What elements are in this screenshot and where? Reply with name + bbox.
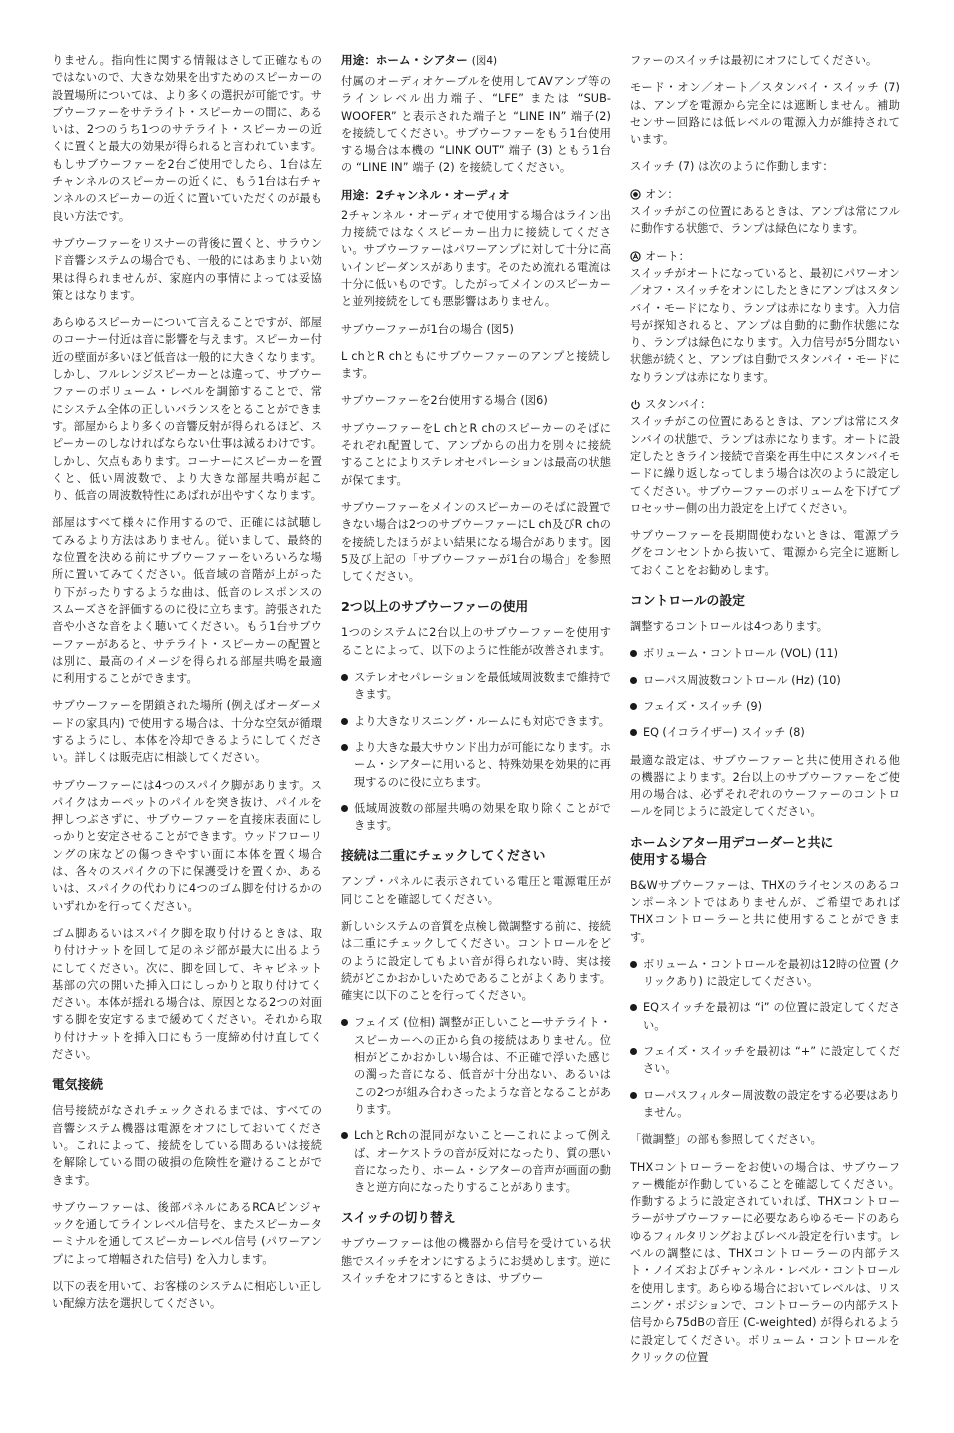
mode-description: スイッチがこの位置にあるときは、アンプは常にフルに動作する状態で、ランプは緑色になります。: [630, 205, 900, 236]
mode-on: [630, 186, 900, 238]
mode-label-text: オート：: [645, 249, 690, 263]
paragraph: 最適な設定は、サブウーファーと共に使用される他の機器によります。2台以上のサブウーファーをご使用の場合は、必ずそれぞれのウーファーのコントロールを同じように設定してください。: [630, 753, 900, 819]
list-item: より大きなリスニング・ルームにも対応できます。: [341, 713, 611, 730]
list-item: フェイズ (位相) 調整が正しいこと—サテライト・スピーカーへの正から負の接続はありません。位相がどこかおかしい場合は、不正確で浮いた感じの濁った音になる、低音が十分出ない、あるいはこの2つが組み合わさったような音となることがあります。: [341, 1014, 611, 1118]
paragraph: 「微調整」の部も参照してください。: [630, 1133, 822, 1147]
list-item: EQ (イコライザー) スイッチ (8): [630, 724, 900, 741]
mode-label-text: オン：: [645, 187, 679, 201]
paragraph: L chとR chともにサブウーファーのアンプと接続します。: [341, 349, 611, 381]
paragraph: 部屋はすべて様々に作用するので、正確には試聴してみるより方法はありません。従いまして、最終的な位置を決める前にサブウーファーをいろいろな場所に置いてみてください。低音域の音階が上がったり下がったりするような曲は、低音のレスポンスのスムーズさを評価するのに役に立ちます。誇張された音や小さな音をよく聴いてください。もう1台サブウーファーがあると、サテライト・スピーカーの配置とは別に、最高のイメージを得られる部屋共鳴を最適に利用することができます。: [52, 516, 322, 686]
paragraph: サブウーファーをメインのスピーカーのそばに設置できない場合は2つのサブウーファーにL ch及びR chのを接続したほうがよい結果になる場合があります。図5及び上記の「サブウーファーが1台の場合」を参照してください。: [341, 500, 612, 584]
list-item: ローパスフィルター周波数の設定をする必要はありません。: [630, 1087, 900, 1122]
paragraph: あらゆるスピーカーについて言えることですが、部屋のコーナー付近は音に影響を与えます。スピーカー付近の壁面が多いほど低音は一般的に大きくなります。しかし、フルレンジスピーカーとは違って、サブウーファーのボリューム・レベルを調節することで、常にシステム全体の正しいバランスをとることができます。部屋からより多くの音響反射が得られるほど、スピーカーのしなければならない仕事は減るわけです。しかし、欠点もあります。コーナーにスピーカーを置くと、低い周波数で、より大きな部屋共鳴が起こり、低音の周波数特性にあばれが出やすくなります。: [52, 316, 323, 503]
standby-power-icon: [630, 399, 641, 410]
heading-home-theater-decoder: [630, 835, 900, 869]
paragraph: アンプ・パネルに表示されている電圧と電源電圧が同じことを確認してください。: [341, 875, 611, 906]
heading-2ch-audio: 用途：2チャンネル・オーディオ: [341, 187, 510, 202]
paragraph: 2チャンネル・オーディオで使用する場合はライン出力接続ではなくスピーカー出力に接続してください。サブウーファーはパワーアンプに対して十分に高いインピーダンスがあります。そのため流れる電流は十分に低いものです。したがってメインのスピーカーと並列接続をしても悪影響はありません。: [341, 208, 611, 309]
auto-mode-icon: [630, 251, 641, 262]
heading-line: 使用する場合: [630, 852, 707, 868]
power-on-icon: [630, 189, 641, 200]
paragraph: 調整するコントロールは4つあります。: [630, 620, 828, 634]
list-item: LchとRchの混同がないこと—これによって例えば、オーケストラの音が反対になったり、質の悪い音になったり、ホーム・シアターの音声が画面の動きと逆方向になったりすることがあります。: [341, 1127, 611, 1196]
figure-reference: (図4): [471, 55, 498, 67]
list-item: ボリューム・コントロールを最初は12時の位置 (クリックあり) に設定してください。: [630, 956, 900, 991]
paragraph: サブウーファーをリスナーの背後に置くと、サラウンド音響システムの場合でも、一般的にはあまりよい効果は得られませんが、家庭内の事情によっては妥協策とはなります。: [52, 236, 322, 302]
heading-double-check: 接続は二重にチェックしてください: [341, 849, 546, 865]
list-item: ボリューム・コントロール (VOL) (11): [630, 645, 900, 662]
list-item: EQスイッチを最初は “i” の位置に設定してください。: [630, 999, 900, 1034]
paragraph: 新しいシステムの音質を点検し微調整する前に、接続は二重にチェックしてください。コントロールをどのように設定してもよい音が得られない時、実は接続がどこかおかしいためであることがよくあります。確実に以下のことを行ってください。: [341, 919, 612, 1003]
heading-control-settings: コントロールの設定: [630, 594, 745, 610]
list-item: 低域周波数の部屋共鳴の効果を取り除くことができます。: [341, 800, 611, 835]
list-item: フェイズ・スイッチを最初は “+” に設定してください。: [630, 1043, 900, 1078]
paragraph: ファーのスイッチは最初にオフにしてください。: [630, 54, 878, 67]
heading-line: ホームシアター用デコーダーと共に: [630, 835, 834, 851]
heading-text: 用途：ホーム・シアター: [341, 53, 468, 67]
mode-label-text: スタンバイ：: [645, 398, 712, 412]
heading-home-theater: [341, 52, 611, 70]
paragraph: サブウーファーには4つのスパイク脚があります。スパイクはカーペットのパイルを突き抜け、パイルを押しつぶさずに、サブウーファーを直接床表面にしっかりと安定させることができます。ウッドフローリングの床などの傷つきやすい面に本体を置く場合は、各々のスパイクの下に保護受けを置くか、あるいは、スパイクの代わりに4つのゴム脚を付けるかのいずれかを行ってください。: [52, 778, 322, 913]
paragraph: サブウーファーを閉鎖された場所 (例えばオーダーメードの家具内) で使用する場合は、十分な空気が循環するようにし、本体を冷却できるようにしてください。詳しくは販売店に相談してください。: [52, 699, 322, 765]
paragraph: ゴム脚あるいはスパイク脚を取り付けるときは、取り付けナットを回して足のネジ部が最大に出るようにしてください。次に、脚を回して、キャビネット基部の穴の開いた挿入口にしっかりと取り付けてください。本体が揺れる場合は、原因となる2つの対面する脚を安定するまで緩めてください。それから取り付けナットを挿入口にもう一度締め付け直してください。: [52, 926, 322, 1062]
bullet-list-controls: [630, 645, 900, 741]
paragraph: 信号接続がなされチェックされるまでは、すべての音響システム機器は電源をオフにしておいてください。これによって、接続をしている間あるいは接続を解除している間の破損の危険性を避けることができます。: [52, 1104, 322, 1187]
paragraph: サブウーファーをL chとR chのスピーカーのそばにそれぞれ配置して、アンプからの出力を別々に接続することによりステレオセパレーションは最高の状態が保てます。: [341, 421, 611, 487]
list-item: フェイズ・スイッチ (9): [630, 698, 900, 715]
bullet-list-benefits: [341, 669, 611, 834]
column-right: [630, 52, 900, 1376]
heading-switching: スイッチの切り替え: [341, 1211, 456, 1227]
heading-multiple-subwoofers: 2つ以上のサブウーファーの使用: [341, 600, 529, 616]
paragraph: サブウーファーは、後部パネルにあるRCAピンジャックを通してラインレベル信号を、またスピーカーターミナルを通してスピーカーレベル信号 (パワーアンプによって増幅された信号) を入力します。: [52, 1200, 322, 1266]
paragraph: サブウーファーを2台使用する場合 (図6): [341, 394, 548, 408]
heading-electrical-connection: 電気接続: [52, 1078, 104, 1094]
paragraph: 付属のオーディオケーブルを使用してAVアンプ等のラインレベル出力端子、“LFE” または “SUB-WOOFER” と表示された端子と “LINE IN” 端子(2) を接続してください。サブウーファーをもう1台使用する場合は本機の “LINK OUT” 端子 (3) ともう1台の “LINE IN” 端子 (2) を接続してください。: [341, 75, 611, 175]
mode-auto: [630, 248, 900, 386]
paragraph: サブウーファーを長期間使わないときは、電源プラグをコンセントから抜いて、電源から完全に遮断しておくことをお勧めします。: [630, 529, 900, 577]
bullet-list-thx-settings: [630, 956, 900, 1121]
column-middle: [341, 52, 611, 1297]
paragraph: モード・オン／オート／スタンバイ・スイッチ (7) は、アンプを電源から完全には遮断しません。補助センサー回路には低レベルの電源入力が維持されています。: [630, 81, 900, 147]
mode-description: スイッチがオートになっていると、最初にパワーオン／オフ・スイッチをオンにしたときにアンプはスタンバイ・モードになり、ランプは赤になります。入力信号が探知されると、アンプは自動的に動作状態になり、ランプは緑色になります。入力信号が5分間ない状態が続くと、アンプは自動でスタンバイ・モードになりランプは赤になります。: [630, 266, 900, 384]
paragraph: サブウーファーが1台の場合 (図5): [341, 322, 514, 336]
mode-standby: [630, 396, 900, 517]
paragraph: THXコントローラーをお使いの場合は、サブウーファー機能が作動していることを確認してください。作動するように設定されていれば、THXコントローラーがサブウーファーに必要なあらゆるモードのあらゆるフィルタリングおよびレベル設定を行います。レベルの調整には、THXコントローラーの内部テスト・ノイズおよびチャンネル・レベル・コントロールを使用します。あらゆる場合においてレベルは、リスニング・ポジションで、コントローラーの内部テスト信号から75dBの音圧 (C-weighted) が得られるように設定してください。ボリューム・コントロールをクリックの位置: [630, 1160, 900, 1364]
mode-description: スイッチがこの位置にあるときは、アンプは常にスタンバイの状態で、ランプは赤になります。オートに設定したときライン接続で音楽を再生中にスタンバイモードに繰り返しなってしまう場合は次のように設定してください。サブウーファーのボリュームを下げてプロセッサー側の出力設定を上げてください。: [630, 415, 900, 515]
paragraph: B&Wサブウーファーは、THXのライセンスのあるコンポーネントではありませんが、ご希望であればTHXコントローラーと共に使用することができます。: [630, 878, 900, 944]
list-item: より大きな最大サウンド出力が可能になります。ホーム・シアターに用いると、特殊効果を効果的に再現するのに役に立ちます。: [341, 739, 611, 791]
list-item: ステレオセパレーションを最低域周波数まで維持できます。: [341, 669, 611, 704]
paragraph: 1つのシステムに2台以上のサブウーファーを使用することによって、以下のように性能が改善されます。: [341, 626, 611, 657]
paragraph: スイッチ (7) は次のように作動します：: [630, 160, 834, 174]
column-left: [52, 52, 322, 1323]
paragraph: りません。指向性に関する情報はさして正確なものではないので、大きな効果を出すためのスピーカーの設置場所については、より多くの選択が可能です。サブウーファーをサテライト・スピーカーの間に、あるいは、2つのうち1つのサテライト・スピーカーの近くに置くと最大の効果が得られると言われています。もしサブウーファーを2台ご使用でしたら、1台は左チャンネルのスピーカーの近くに、もう1台は右チャンネルのスピーカーの近くに置いていただくのが最も良い方法です。: [52, 54, 323, 223]
bullet-list-checks: [341, 1014, 611, 1196]
paragraph: サブウーファーは他の機器から信号を受けている状態でスイッチをオンにするようにお奨めします。逆にスイッチをオフにするときは、サブウー: [341, 1237, 611, 1286]
paragraph: 以下の表を用いて、お客様のシステムに相応しい正しい配線方法を選択してください。: [52, 1280, 322, 1311]
list-item: ローパス周波数コントロール (Hz) (10): [630, 672, 900, 689]
